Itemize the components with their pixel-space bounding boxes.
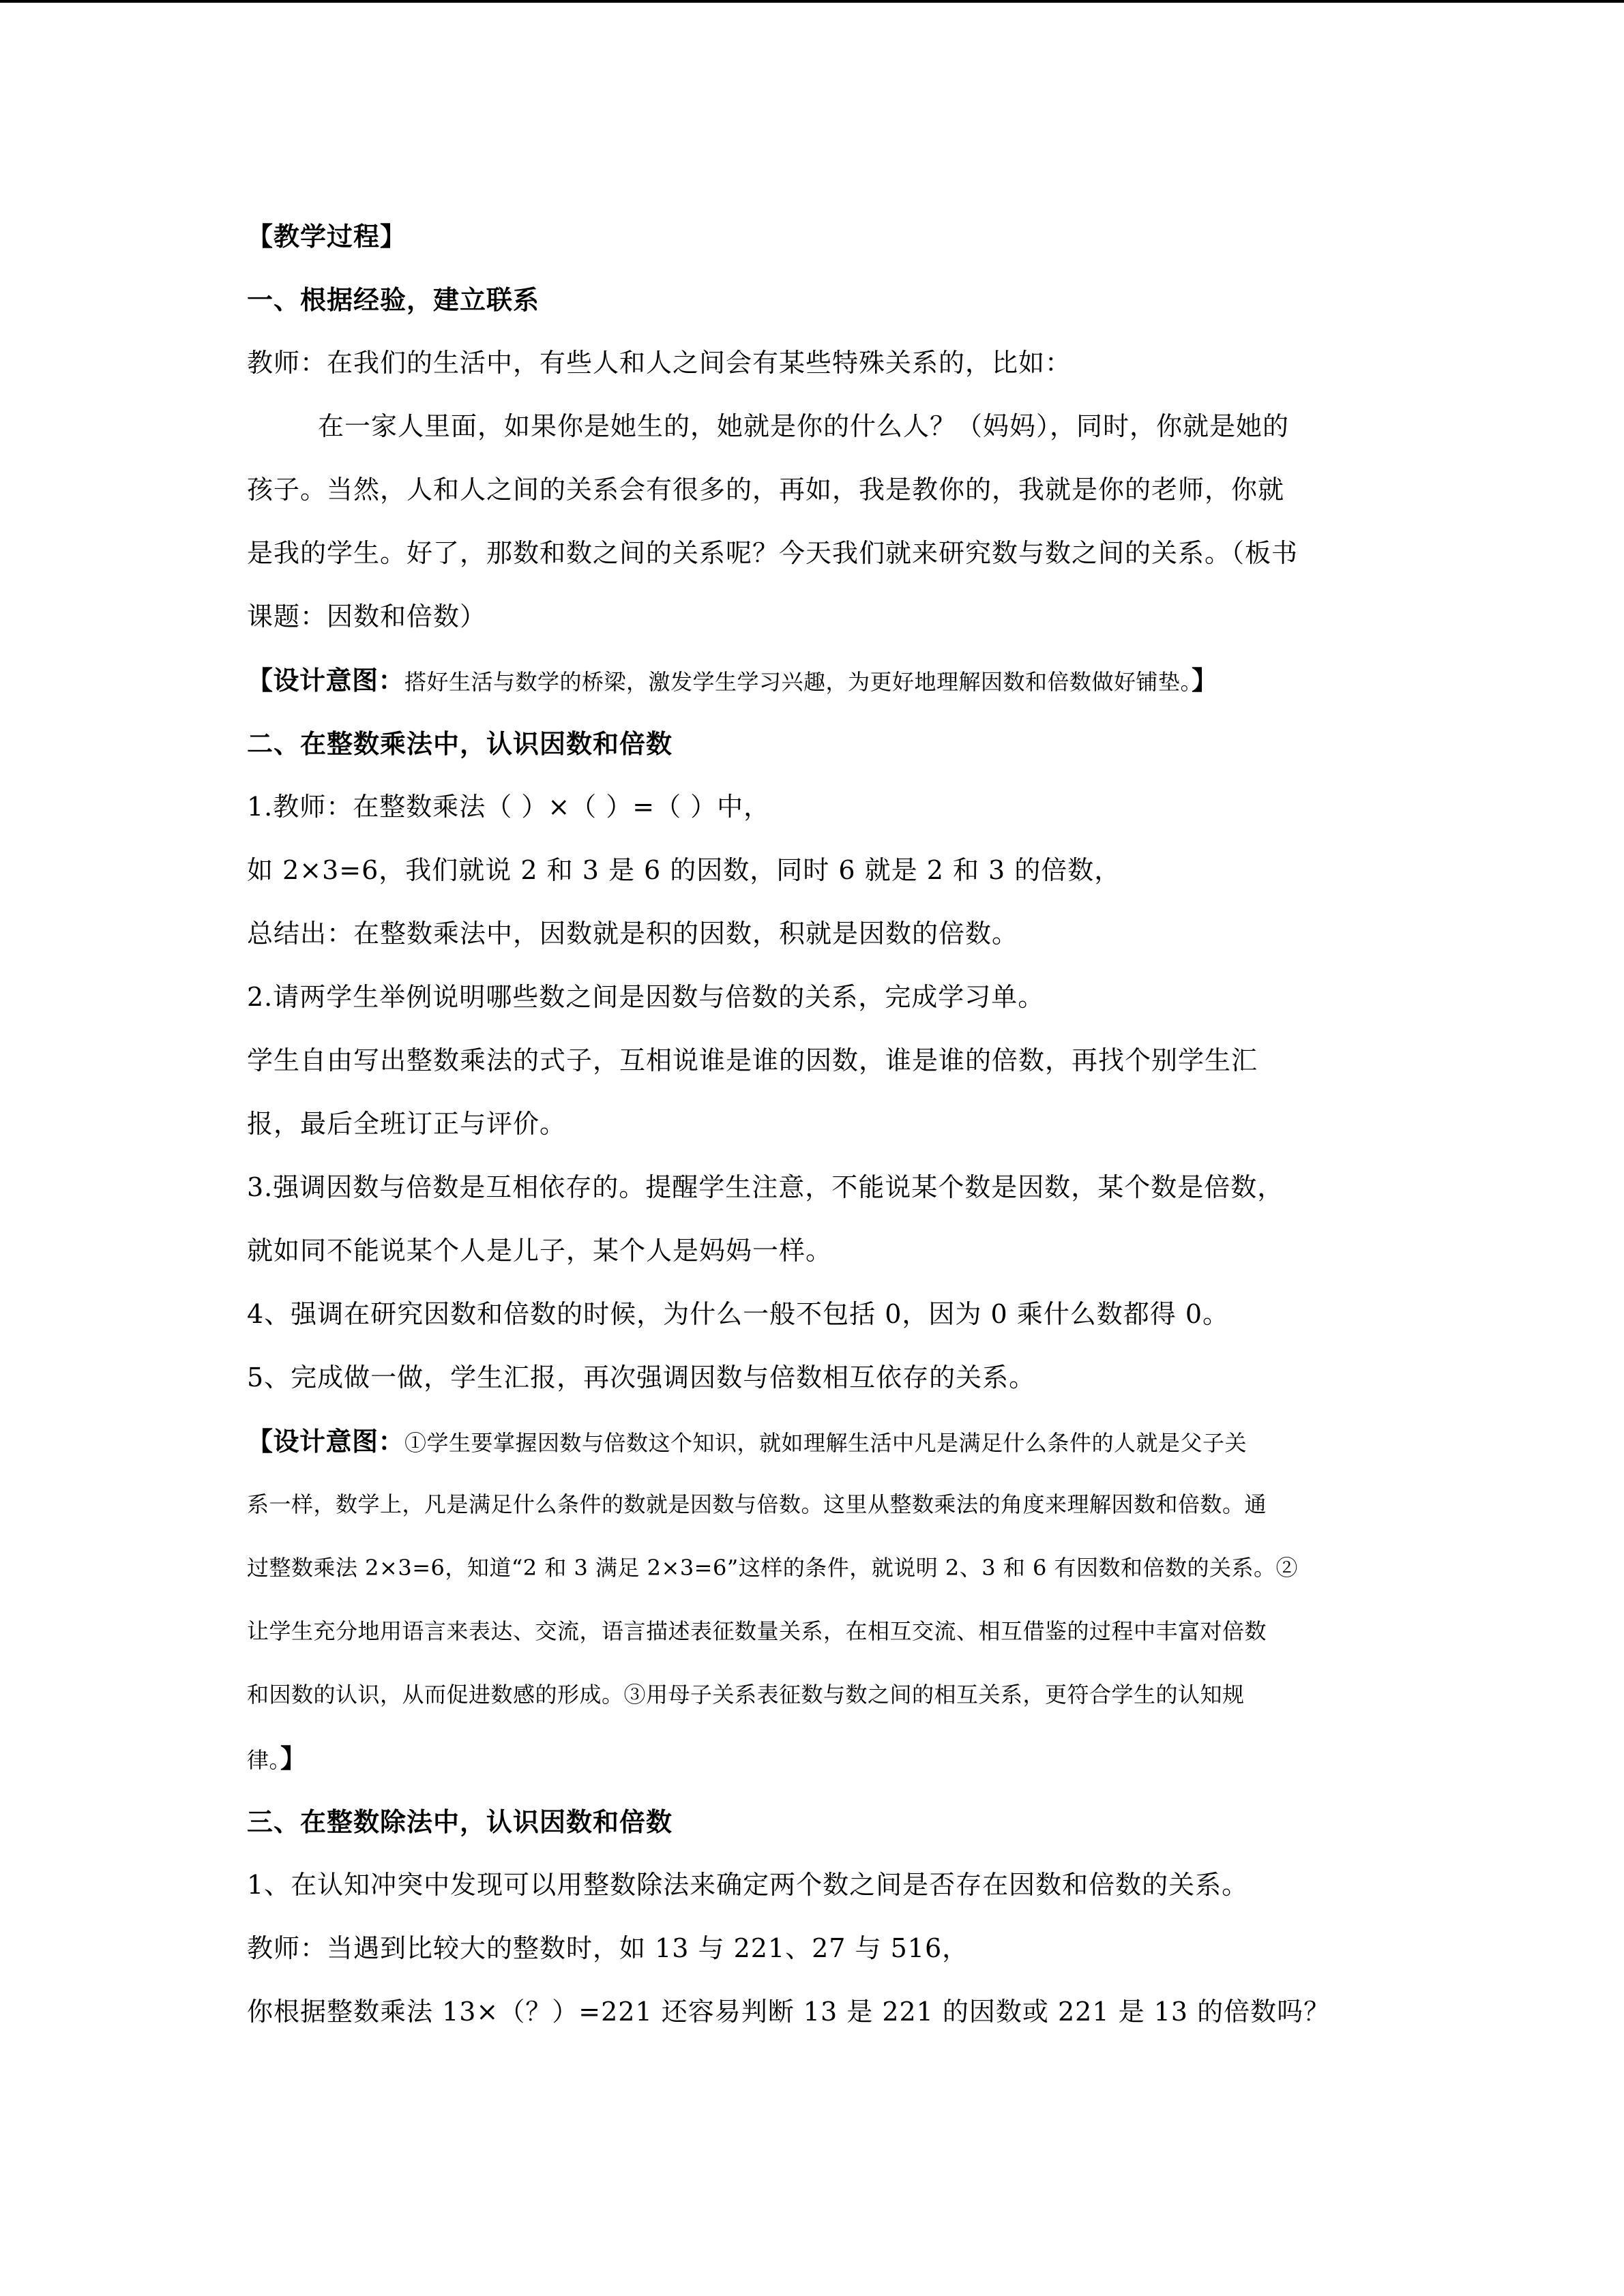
design-intent-line: 和因数的认识，从而促进数感的形成。③用母子关系表征数与数之间的相互关系，更符合学生的认知规 [247,1682,1245,1708]
paragraph-line: 1.教师：在整数乘法（ ）×（ ）=（ ）中， [247,792,771,822]
design-intent-text: 律。 [247,1747,281,1773]
paragraph-line: 教师：在我们的生活中，有些人和人之间会有某些特殊关系的，比如： [247,348,1072,378]
paragraph-line: 在一家人里面，如果你是她生的，她就是你的什么人？（妈妈），同时，你就是她的 [318,411,1290,441]
design-intent-text: ①学生要掌握因数与倍数这个知识，就如理解生活中凡是满足什么条件的人就是父子关 [404,1430,1247,1456]
design-intent-line: 让学生充分地用语言来表达、交流，语言描述表征数量关系，在相互交流、相互借鉴的过程中丰富对倍数 [247,1618,1267,1644]
design-intent-note [247,1410,1379,1473]
paragraph-line: 课题：因数和倍数） [247,601,487,631]
paragraph-line: 4、强调在研究因数和倍数的时候，为什么一般不包括 0，因为 0 乘什么数都得 0。 [247,1299,1230,1329]
paragraph-line: 3.强调因数与倍数是互相依存的。提醒学生注意，不能说某个数是因数，某个数是倍数， [247,1172,1284,1202]
paragraph-line: 1、在认知冲突中发现可以用整数除法来确定两个数之间是否存在因数和倍数的关系。 [247,1870,1249,1900]
paragraph-line: 2.请两学生举例说明哪些数之间是因数与倍数的关系，完成学习单。 [247,982,1045,1012]
section2-heading: 二、在整数乘法中，认识因数和倍数 [247,728,673,759]
paragraph-line: 是我的学生。好了，那数和数之间的关系呢？今天我们就来研究数与数之间的关系。（板书 [247,538,1299,568]
design-intent-line: 系一样，数学上，凡是满足什么条件的数就是因数与倍数。这里从整数乘法的角度来理解因数和倍数。通 [247,1491,1267,1517]
design-intent-line [247,1727,1379,1790]
paragraph-line: 5、完成做一做，学生汇报，再次强调因数与倍数相互依存的关系。 [247,1362,1036,1392]
design-intent-label: 【设计意图： [247,1426,405,1457]
section1-heading: 一、根据经验，建立联系 [247,284,540,315]
paragraph-line: 就如同不能说某个人是儿子，某个人是妈妈一样。 [247,1236,833,1266]
paragraph-line: 孩子。当然，人和人之间的关系会有很多的，再如，我是教你的，我就是你的老师，你就 [247,475,1285,505]
design-intent-note [247,648,1379,712]
paragraph-line: 总结出：在整数乘法中，因数就是积的因数，积就是因数的倍数。 [247,919,1019,949]
section3-heading: 三、在整数除法中，认识因数和倍数 [247,1806,673,1837]
paragraph-line: 如 2×3=6，我们就说 2 和 3 是 6 的因数，同时 6 就是 2 和 3 的倍数， [247,855,1121,885]
design-intent-line: 过整数乘法 2×3=6，知道“2 和 3 满足 2×3=6”这样的条件，就说明 2、3 和 6 有因数和倍数的关系。② [247,1555,1298,1581]
paragraph-line: 学生自由写出整数乘法的式子，互相说谁是谁的因数，谁是谁的倍数，再找个别学生汇 [247,1045,1258,1075]
design-intent-close: 】 [1192,665,1218,696]
document-page [247,205,1379,2044]
paragraph-line: 教师：当遇到比较大的整数时，如 13 与 221、27 与 516， [247,1933,969,1963]
paragraph-line: 你根据整数乘法 13×（？）=221 还容易判断 13 是 221 的因数或 221 是 13 的倍数吗？ [247,1997,1331,2027]
design-intent-text: 搭好生活与数学的桥梁，激发学生学习兴趣，为更好地理解因数和倍数做好铺垫。 [404,669,1192,695]
design-intent-close: 】 [280,1743,307,1774]
document-title: 【教学过程】 [247,221,407,252]
top-border-line [0,0,1624,3]
paragraph-line: 报，最后全班订正与评价。 [247,1109,567,1139]
design-intent-label: 【设计意图： [247,665,405,696]
